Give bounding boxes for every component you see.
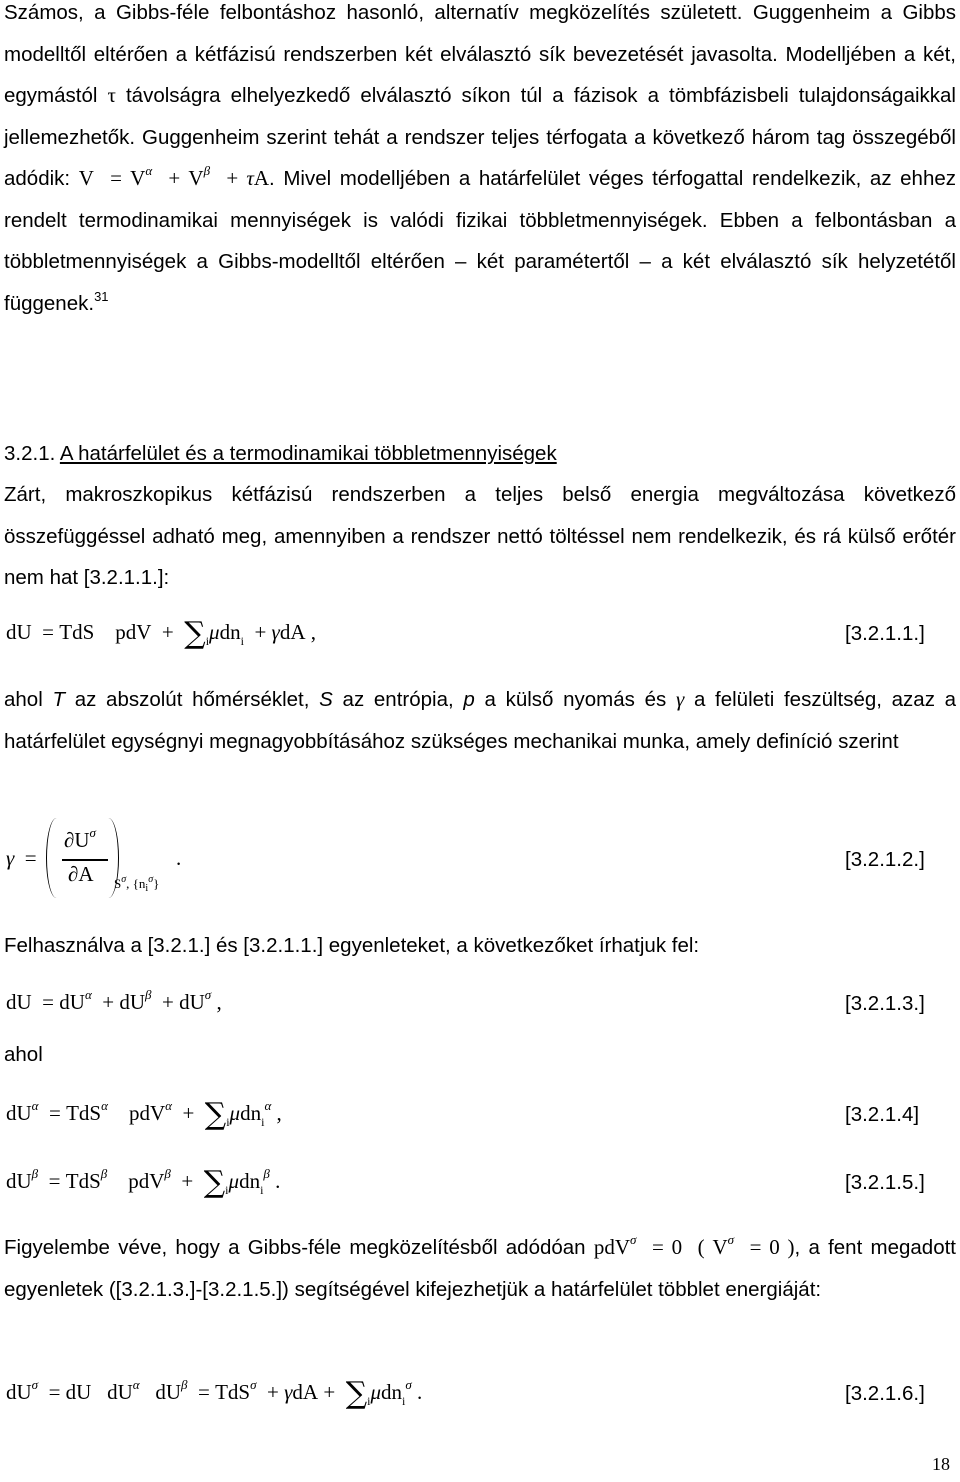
- equation-number: [3.2.1.6.]: [845, 1382, 925, 1405]
- tau-symbol: τ: [107, 83, 116, 107]
- fraction-numerator: $\partial U^\sigma$: [64, 825, 96, 852]
- heading-title: A határfelület és a termodinamikai többletmennyiségek: [59, 442, 557, 465]
- equation-3-2-1-5: $dU^\beta = TdS^\beta$ $pdV^\beta + \sum_i\mu dn_i^\beta$ .: [6, 1165, 281, 1200]
- heading-number: 3.2.1.: [4, 442, 56, 465]
- text-run: távolságra elhelyezkedő elválasztó síkon túl a fázisok a tömbfázisbeli tulajdonságaikkal jellemezhetők. Guggenheim szerint tehát a rendszer teljes térfogata a következő három tag összegéből adódik:: [4, 84, 956, 190]
- paragraph-guggenheim: [4, 0, 956, 324]
- equation-3-2-1-1: dU = TdS pdV + $\sum_i\mu dn_i + \gamma dA$ ,: [6, 616, 316, 651]
- equation-3-2-1-3: dU = $dU^\alpha + dU^\beta + dU^\sigma$ ,: [6, 987, 222, 1014]
- equation-3-2-1-6: $dU^\sigma$ = dU $dU^\alpha$ $dU^\beta = TdS^\sigma + \gamma dA + \sum_i\mu dn_i^\sigma$ .: [6, 1376, 423, 1411]
- text-run: a felületi feszültség, azaz a határfelület egységnyi megnagyobbításához szükséges mechanikai munka, amely definíció szerint: [4, 688, 957, 753]
- paragraph-using-equations: [4, 925, 956, 967]
- volume-equation-inline: $V = V^\alpha + V^\beta + \tau A$: [78, 163, 270, 190]
- text-run: a külső nyomás és: [484, 688, 667, 711]
- text-run: , a fent megadott egyenletek ([3.2.1.3.]-[3.2.1.5.]) segítségével kifejezhetjük a határfelület többlet energiáját:: [4, 1236, 956, 1301]
- equation-3-2-1-4: $dU^\alpha = TdS^\alpha$ $pdV^\alpha + \sum_i\mu dn_i^\alpha$ ,: [6, 1097, 282, 1132]
- equation-number: [3.2.1.3.]: [845, 992, 925, 1015]
- paragraph-where: [4, 1034, 956, 1076]
- text-run: Zárt, makroszkopikus kétfázisú rendszerben a teljes belső energia megváltozása következő összefüggéssel adható meg, amennyiben a rendszer nettó töltéssel nem rendelkezik, és rá külső erőtér nem hat [3.2.1.1.]:: [4, 483, 956, 589]
- var-gamma: γ: [675, 687, 685, 711]
- text-run: Számos, a Gibbs-féle felbontáshoz hasonló, alternatív megközelítés született. Guggenheim a Gibbs modelltől eltérően a kétfázisú rendszerben két elválasztó sík bevezetését javasolta. Modelljében a két, egymástól: [4, 1, 956, 107]
- text-run: ahol: [4, 688, 43, 711]
- var-p: p: [463, 688, 475, 711]
- text-run: ahol: [4, 1043, 43, 1066]
- fraction-denominator: ∂A: [68, 862, 94, 886]
- section-heading: [4, 433, 557, 475]
- var-T: T: [52, 688, 65, 711]
- subscript-s-n: $S^\sigma$, $\{n_i^\sigma\}$: [114, 874, 160, 894]
- period: .: [176, 846, 182, 870]
- equation-number: [3.2.1.5.]: [845, 1171, 925, 1194]
- paragraph-definitions: [4, 679, 956, 762]
- inline-equation-pdv: pdV$^\sigma$ = 0 ( $V^\sigma = 0$ ): [593, 1232, 795, 1259]
- paragraph-gibbs-approach: [4, 1227, 956, 1310]
- equation-number: [3.2.1.1.]: [845, 622, 925, 645]
- footnote-ref: 31: [94, 288, 109, 304]
- paragraph-internal-energy: [4, 474, 956, 599]
- text-run: az entrópia,: [342, 688, 454, 711]
- gamma-lhs: γ =: [6, 846, 37, 870]
- text-run: Figyelembe véve, hogy a Gibbs-féle megközelítésből adódóan: [4, 1236, 586, 1259]
- var-S: S: [319, 688, 333, 711]
- text-run: . Mivel modelljében a határfelület véges térfogattal rendelkezik, az ehhez rendelt termodinamikai mennyiségek is valódi fizikai többletmennyiségek. Ebben a felbontásban a többletmennyiségek a Gibbs-modelltől eltérően – két paramétertől – a két elválasztó sík helyzetétől függenek.: [4, 167, 957, 315]
- text-run: az abszolút hőmérséklet,: [74, 688, 310, 711]
- page-number: 18: [932, 1454, 950, 1474]
- text-run: Felhasználva a [3.2.1.] és [3.2.1.1.] egyenleteket, a következőket írhatjuk fel:: [4, 934, 700, 957]
- equation-number: [3.2.1.4]: [845, 1103, 920, 1126]
- equation-number: [3.2.1.2.]: [845, 848, 925, 871]
